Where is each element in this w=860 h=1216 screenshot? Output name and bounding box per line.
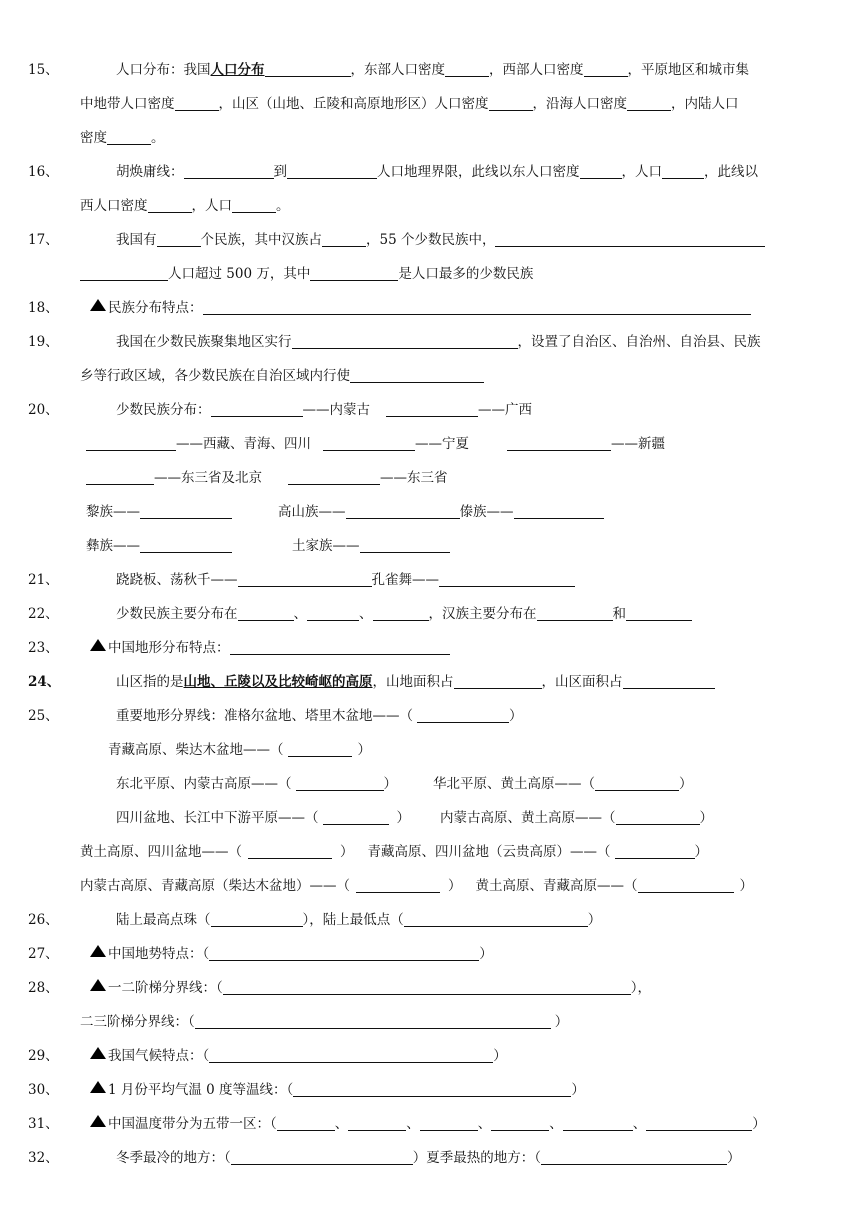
answer-blank[interactable] [157,231,201,247]
question-number: 27、 [28,946,59,962]
answer-blank[interactable] [454,673,542,689]
question-28-line-2: 二三阶梯分界线：（ ） [80,1014,569,1030]
answer-blank[interactable] [360,537,450,553]
answer-blank[interactable] [537,605,613,621]
answer-blank[interactable] [417,707,509,723]
answer-blank[interactable] [209,1047,493,1063]
question-number: 19、 [28,334,59,350]
triangle-marker-icon [90,299,106,311]
question-15-line-2: 中地带人口密度 ，山区（山地、丘陵和高原地形区）人口密度 ，沿海人口密度 ，内陆人口 [80,96,739,112]
question-19-line-1: 19、 我国在少数民族聚集地区实行 ，设置了自治区、自治州、自治县、民族 [28,334,761,350]
answer-blank[interactable] [595,775,679,791]
answer-blank[interactable] [439,571,575,587]
answer-blank[interactable] [288,469,380,485]
question-25-line-6: 内蒙古高原、青藏高原（柴达木盆地）——（ ） 黄土高原、青藏高原——（ ） [80,878,753,894]
answer-blank[interactable] [346,503,460,519]
question-number: 18、 [28,300,59,316]
answer-blank[interactable] [86,469,154,485]
question-16-line-2: 西人口密度 ，人口 。 [80,198,290,214]
question-29-line-1: 29、 我国气候特点：（ ） [28,1048,507,1064]
answer-blank[interactable] [223,979,631,995]
answer-blank[interactable] [86,435,176,451]
answer-blank[interactable] [580,163,622,179]
answer-blank[interactable] [238,605,294,621]
answer-blank[interactable] [623,673,715,689]
answer-blank[interactable] [265,61,351,77]
answer-blank[interactable] [646,1115,752,1131]
answer-blank[interactable] [148,197,192,213]
answer-blank[interactable] [445,61,489,77]
answer-blank[interactable] [616,809,700,825]
question-32-line-1: 32、 冬季最冷的地方：（ ）夏季最热的地方：（ ） [28,1150,741,1166]
question-number: 24、 [28,674,61,690]
answer-blank[interactable] [175,95,219,111]
emphasis-text: 人口分布 [210,62,265,78]
question-23-line-1: 23、 中国地形分布特点： [28,638,450,658]
answer-blank[interactable] [350,367,484,383]
answer-blank[interactable] [238,571,372,587]
answer-blank[interactable] [293,1081,571,1097]
emphasis-text: 山地、丘陵以及比较崎岖的高原 [183,674,373,690]
question-22-line-1: 22、 少数民族主要分布在 、 、 ，汉族主要分布在 和 [28,604,692,624]
answer-blank[interactable] [296,775,384,791]
answer-blank[interactable] [288,741,352,757]
answer-blank[interactable] [541,1149,727,1165]
answer-blank[interactable] [626,605,692,621]
question-number: 31、 [28,1116,59,1132]
answer-blank[interactable] [348,1115,406,1131]
answer-blank[interactable] [514,503,604,519]
question-20-line-3: ——东三省及北京 ——东三省 [86,468,448,488]
answer-blank[interactable] [507,435,611,451]
question-17-line-1: 17、 我国有 个民族，其中汉族占 ，55 个少数民族中， [28,230,765,250]
triangle-marker-icon [90,1115,106,1127]
answer-blank[interactable] [107,129,151,145]
question-20-line-1: 20、 少数民族分布： ——内蒙古 ——广西 [28,402,532,418]
question-25-line-3: 东北平原、内蒙古高原——（ ） 华北平原、黄土高原——（ ） [116,776,693,792]
answer-blank[interactable] [292,333,518,349]
question-number: 22、 [28,606,59,622]
question-24-line-1: 24、 山区指的是山地、丘陵以及比较崎岖的高原，山地面积占 ，山区面积占 [28,672,715,692]
question-number: 21、 [28,572,59,588]
question-number: 28、 [28,980,59,996]
question-number: 30、 [28,1082,59,1098]
triangle-marker-icon [90,639,106,651]
triangle-marker-icon [90,945,106,957]
answer-blank[interactable] [356,877,440,893]
answer-blank[interactable] [209,945,479,961]
question-number: 32、 [28,1150,59,1166]
question-28-line-1: 28、 一二阶梯分界线：（ ）， [28,980,651,996]
question-15-line-3: 密度 。 [80,130,165,146]
question-number: 25、 [28,708,59,724]
answer-blank[interactable] [248,843,332,859]
answer-blank[interactable] [615,843,695,859]
answer-blank[interactable] [322,231,366,247]
question-19-line-2: 乡等行政区域，各少数民族在自治区域内行使 [80,366,484,386]
answer-blank[interactable] [323,809,389,825]
question-number: 17、 [28,232,59,248]
answer-blank[interactable] [662,163,704,179]
answer-blank[interactable] [563,1115,633,1131]
answer-blank[interactable] [420,1115,478,1131]
answer-blank[interactable] [140,537,232,553]
question-number: 26、 [28,912,59,928]
answer-blank[interactable] [277,1115,335,1131]
question-21-line-1: 21、 跷跷板、荡秋千—— 孔雀舞—— [28,570,575,590]
answer-blank[interactable] [80,265,168,281]
answer-blank[interactable] [307,605,359,621]
question-16-line-1: 16、 胡焕庸线： 到 人口地理界限，此线以东人口密度 ，人口 ，此线以 [28,164,758,180]
answer-blank[interactable] [627,95,671,111]
question-18-line-1: 18、 民族分布特点： [28,298,751,318]
answer-blank[interactable] [323,435,415,451]
question-number: 20、 [28,402,59,418]
answer-blank[interactable] [489,95,533,111]
triangle-marker-icon [90,979,106,991]
answer-blank[interactable] [491,1115,549,1131]
answer-blank[interactable] [373,605,429,621]
answer-blank[interactable] [231,1149,413,1165]
question-20-line-5: 彝族—— 土家族—— [86,536,450,556]
triangle-marker-icon [90,1081,106,1093]
question-27-line-1: 27、 中国地势特点：（ ） [28,946,493,962]
answer-blank[interactable] [495,231,765,247]
question-26-line-1: 26、 陆上最高点珠（ ），陆上最低点（ ） [28,912,602,928]
question-25-line-2: 青藏高原、柴达木盆地——（ ） [108,742,371,758]
question-30-line-1: 30、 1 月份平均气温 0 度等温线：（ ） [28,1082,585,1098]
question-20-line-4: 黎族—— 高山族—— 傣族—— [86,502,604,522]
question-number: 16、 [28,164,59,180]
answer-blank[interactable] [230,639,450,655]
triangle-marker-icon [90,1047,106,1059]
answer-blank[interactable] [184,163,274,179]
question-number: 29、 [28,1048,59,1064]
question-15-line-1: 15、 人口分布：我国人口分布 ，东部人口密度 ，西部人口密度 ，平原地区和城市集 [28,62,749,78]
answer-blank[interactable] [404,911,588,927]
answer-blank[interactable] [195,1013,551,1029]
question-25-line-1: 25、 重要地形分界线：准格尔盆地、塔里木盆地——（ ） [28,708,523,724]
answer-blank[interactable] [386,401,478,417]
question-number: 15、 [28,62,59,78]
answer-blank[interactable] [310,265,398,281]
answer-blank[interactable] [211,911,303,927]
answer-blank[interactable] [211,401,303,417]
answer-blank[interactable] [584,61,628,77]
question-20-line-2: ——西藏、青海、四川 ——宁夏 ——新疆 [86,434,665,454]
question-31-line-1: 31、 中国温度带分为五带一区：（ 、 、 、 、 、 ） [28,1116,766,1132]
answer-blank[interactable] [638,877,734,893]
question-25-line-4: 四川盆地、长江中下游平原——（ ） 内蒙古高原、黄土高原——（ ） [116,810,713,826]
question-number: 23、 [28,640,59,656]
question-25-line-5: 黄土高原、四川盆地——（ ） 青藏高原、四川盆地（云贵高原）——（ ） [80,844,708,860]
question-17-line-2: 人口超过 500 万，其中 是人口最多的少数民族 [80,264,533,284]
answer-blank[interactable] [232,197,276,213]
answer-blank[interactable] [140,503,232,519]
answer-blank[interactable] [203,299,751,315]
answer-blank[interactable] [287,163,377,179]
